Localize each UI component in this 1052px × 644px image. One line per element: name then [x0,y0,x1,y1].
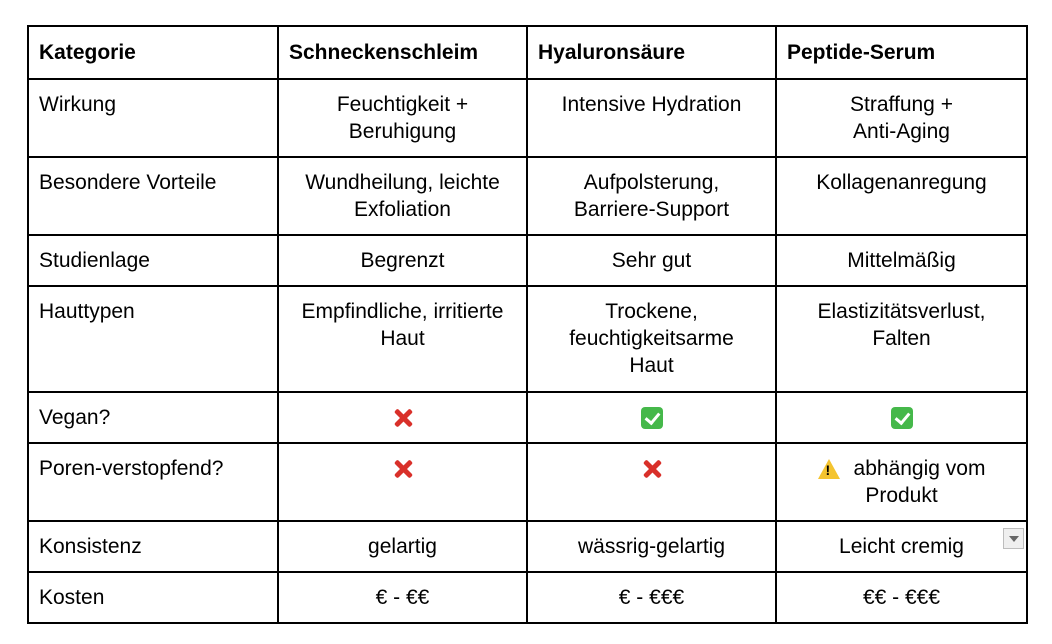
row-label[interactable]: Vegan? [28,392,278,443]
table-row [28,286,1027,392]
table-row [28,443,1027,521]
table-cell[interactable] [527,392,776,443]
table-cell[interactable] [278,443,527,521]
table-row [28,235,1027,286]
row-label[interactable]: Poren-verstopfend? [28,443,278,521]
table-cell[interactable]: Kollagenanregung [776,157,1027,235]
table-row [28,572,1027,623]
table-cell[interactable]: Feuchtigkeit + Beruhigung [278,79,527,157]
header-hyaluronsaeure[interactable]: Hyaluronsäure [527,26,776,79]
row-label[interactable]: Wirkung [28,79,278,157]
dropdown-arrow-icon[interactable] [1003,528,1024,549]
table-cell[interactable] [278,392,527,443]
row-label[interactable]: Studienlage [28,235,278,286]
cross-icon [641,458,663,480]
header-row [28,26,1027,79]
cell-text: Leicht cremig [839,535,964,558]
table-cell[interactable]: € - €€ [278,572,527,623]
table-row [28,157,1027,235]
header-peptide-serum[interactable]: Peptide-Serum [776,26,1027,79]
table-cell[interactable] [776,521,1027,572]
table-cell[interactable]: € - €€€ [527,572,776,623]
row-label[interactable]: Kosten [28,572,278,623]
cross-icon [392,407,414,429]
table-cell[interactable] [527,443,776,521]
table-cell[interactable]: Sehr gut [527,235,776,286]
row-label[interactable]: Hauttypen [28,286,278,392]
table-cell[interactable]: Begrenzt [278,235,527,286]
table-cell[interactable]: Empfindliche, irritierte Haut [278,286,527,392]
table-cell[interactable]: €€ - €€€ [776,572,1027,623]
table-cell[interactable]: Wundheilung, leichte Exfoliation [278,157,527,235]
table-cell[interactable]: Straffung + Anti-Aging [776,79,1027,157]
check-icon [891,407,913,429]
table-cell[interactable]: Intensive Hydration [527,79,776,157]
table-cell[interactable]: Elastizitätsverlust, Falten [776,286,1027,392]
table-cell[interactable] [776,392,1027,443]
table-cell[interactable] [776,443,1027,521]
table-cell[interactable]: Trockene, feuchtigkeitsarme Haut [527,286,776,392]
table-cell[interactable]: Aufpolsterung, Barriere-Support [527,157,776,235]
table-cell[interactable]: Mittelmäßig [776,235,1027,286]
header-kategorie[interactable]: Kategorie [28,26,278,79]
table-row [28,392,1027,443]
row-label[interactable]: Konsistenz [28,521,278,572]
header-schneckenschleim[interactable]: Schneckenschleim [278,26,527,79]
check-icon [641,407,663,429]
cell-text: abhängig vom Produkt [853,457,986,507]
warning-icon [818,459,840,479]
table-cell[interactable]: gelartig [278,521,527,572]
table-row [28,521,1027,572]
row-label[interactable]: Besondere Vorteile [28,157,278,235]
cross-icon [392,458,414,480]
table-cell[interactable]: wässrig-gelartig [527,521,776,572]
comparison-table [27,25,1028,624]
table-row [28,79,1027,157]
